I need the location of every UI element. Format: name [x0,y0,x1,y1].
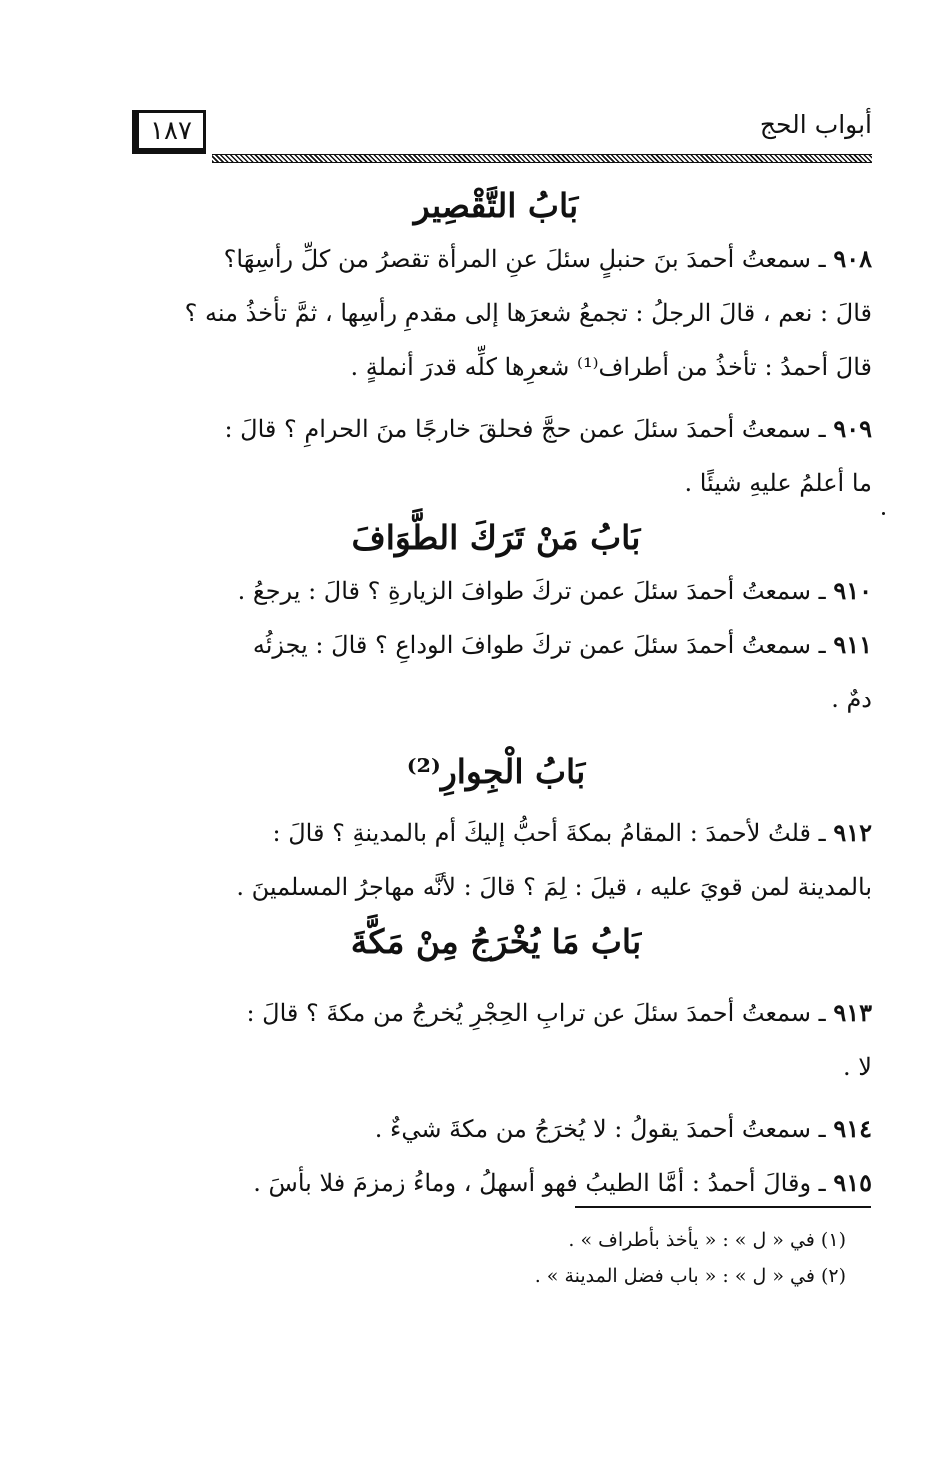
chapter-title-jiwar: بَابُ الْجِوارِ⁽²⁾ [406,752,586,791]
text-line: ـ سمعتُ أحمدَ سئلَ عمن حجَّ فحلقَ خارجًا منَ الحرامِ ؟ قالَ : [224,415,826,443]
entry-number: ٩١١ [833,630,872,659]
chapter-title-makkah: بَابُ مَا يُخْرَجُ مِنْ مَكَّةَ [350,922,642,961]
text-line: ـ سمعتُ أحمدَ سئلَ عمن تركَ طوافَ الزيارةِ ؟ قالَ : يرجعُ . [237,577,826,605]
entry-number: ٩٠٨ [833,244,872,273]
paragraph-913 [120,986,872,1094]
text-line: ـ سمعتُ أحمدَ بنَ حنبلٍ سئلَ عنِ المرأة تقصرُ من كلِّ رأسِهَا؟ [223,245,826,273]
text-line: ـ سمعتُ أحمدَ سئلَ عن ترابِ الحِجْرِ يُخرجُ من مكةَ ؟ قالَ : [246,999,826,1027]
footnote-separator [575,1206,871,1208]
text-line: قالَ أحمدُ : تأخذُ من أطراف⁽¹⁾ شعرِها كلِّه قدرَ أنملةٍ . [350,353,872,381]
main-text [120,178,872,1210]
text-line: قالَ : نعم ، قالَ الرجلُ : تجمعُ شعرَها إلى مقدمِ رأسِها ، ثمَّ تأخذُ منه ؟ [184,299,872,327]
text-line: بالمدينة لمن قويَ عليه ، قيلَ : لِمَ ؟ قالَ : لأنَّه مهاجرُ المسلمينَ . [236,873,872,901]
text-line: دمٌ . [831,685,872,713]
text-line: ـ وقالَ أحمدُ : أمَّا الطيبُ فهو أسهلُ ، وماءُ زمزمَ فلا بأسَ . [253,1169,826,1197]
entry-number: ٩١٢ [833,818,872,847]
stray-mark [882,512,885,515]
text-line: لا . [843,1053,872,1081]
paragraph-909 [120,402,872,510]
paragraph-912 [120,806,872,914]
header-rule [212,154,872,163]
footnote-1: (١) في « ل » : « يأخذ بأطراف » . [568,1229,846,1251]
page-header [132,104,872,164]
chapter-title-tawaf: بَابُ مَنْ تَرَكَ الطَّوَافَ [351,518,641,557]
text-line: ـ سمعتُ أحمدَ سئلَ عمن تركَ طوافَ الوداعِ ؟ قالَ : يجزئُه [252,631,826,659]
entry-number: ٩١٣ [833,998,872,1027]
page-number-box [132,110,206,154]
paragraph-915 [120,1156,872,1210]
entry-number: ٩١٠ [833,576,872,605]
text-line: ـ قلتُ لأحمدَ : المقامُ بمكةَ أحبُّ إليكَ أم بالمدينةِ ؟ قالَ : [272,819,826,847]
entry-number: ٩٠٩ [833,414,872,443]
paragraph-908 [120,232,872,394]
entry-number: ٩١٤ [833,1114,872,1143]
paragraph-910 [120,564,872,618]
text-line: ـ سمعتُ أحمدَ يقولُ : لا يُخرَجُ من مكةَ شيءٌ . [374,1115,826,1143]
chapter-title-taqsir: بَابُ التَّقْصِير [413,186,579,225]
footnote-2: (٢) في « ل » : « باب فضل المدينة » . [534,1265,846,1287]
text-line: ما أعلمُ عليهِ شيئًا . [684,469,872,497]
footnotes [446,1222,846,1294]
running-title: أبواب الحج [759,110,872,139]
paragraph-914 [120,1102,872,1156]
paragraph-911 [120,618,872,726]
page-number: ١٨٧ [150,115,192,146]
entry-number: ٩١٥ [833,1168,872,1197]
